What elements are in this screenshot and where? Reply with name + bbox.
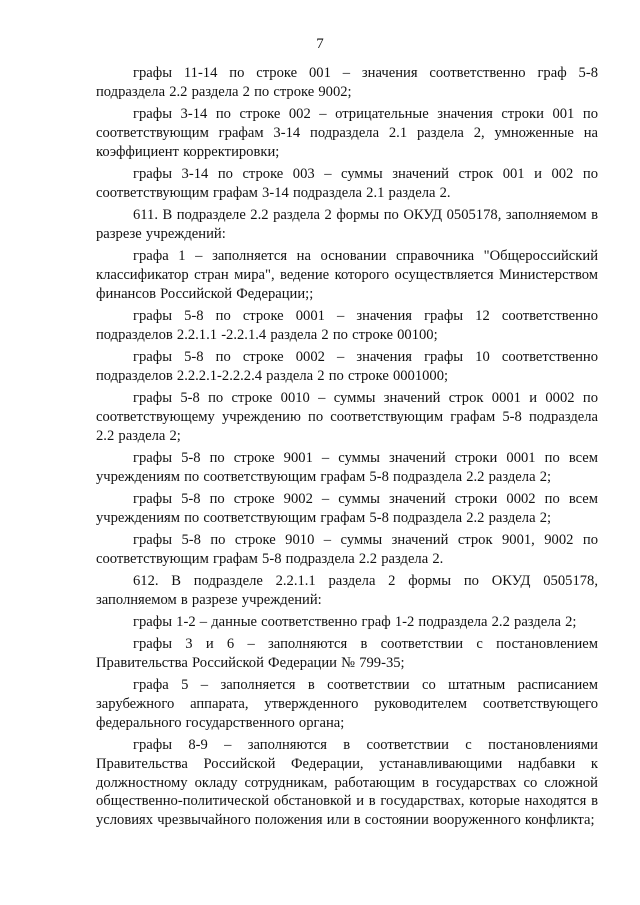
paragraph: графы 5-8 по строке 0002 – значения графы 10 соответственно подразделов 2.2.2.1-2.2.2.4 раздела 2 по строке 0001000; <box>96 348 598 384</box>
paragraph: графы 3-14 по строке 003 – суммы значений строк 001 и 002 по соответствующим графам 3-14 подраздела 2.1 раздела 2. <box>96 165 598 201</box>
paragraph: графы 3-14 по строке 002 – отрицательные значения строки 001 по соответствующим графам 3-14 подраздела 2.1 раздела 2, умноженные на коэффициент корректировки; <box>96 106 598 160</box>
paragraph: графы 5-8 по строке 9010 – суммы значений строк 9001, 9002 по соответствующим графам 5-8 подраздела 2.2 раздела 2. <box>96 531 598 567</box>
document-body <box>96 64 598 830</box>
page-number: 7 <box>316 36 324 52</box>
paragraph: 612. В подразделе 2.2.1.1 раздела 2 формы по ОКУД 0505178, заполняемом в разрезе учреждений: <box>96 572 598 608</box>
paragraph: графы 5-8 по строке 0001 – значения графы 12 соответственно подразделов 2.2.1.1 -2.2.1.4 раздела 2 по строке 00100; <box>96 307 598 343</box>
paragraph: графы 11-14 по строке 001 – значения соответственно граф 5-8 подраздела 2.2 раздела 2 по строке 9002; <box>96 65 598 100</box>
paragraph: графы 5-8 по строке 9002 – суммы значений строки 0002 по всем учреждениям по соответствующим графам 5-8 подраздела 2.2 раздела 2; <box>96 490 598 526</box>
paragraph: 611. В подразделе 2.2 раздела 2 формы по ОКУД 0505178, заполняемом в разрезе учреждений: <box>96 206 598 242</box>
paragraph: графа 5 – заполняется в соответствии со штатным расписанием зарубежного аппарата, утвержденного руководителем соответствующего федерального государственного органа; <box>96 676 598 731</box>
paragraph: графы 8-9 – заполняются в соответствии с постановлениями Правительства Российской Федерации, устанавливающими надбавки к должностному окладу сотрудникам, работающим в государствах со сложной общественно-политической обстановкой и в государствах, которые находятся в условиях чрезвычайного положения или в состоянии вооруженного конфликта; <box>96 736 598 829</box>
paragraph: графы 5-8 по строке 9001 – суммы значений строки 0001 по всем учреждениям по соответствующим графам 5-8 подраздела 2.2 раздела 2; <box>96 449 598 485</box>
paragraph: графы 1-2 – данные соответственно граф 1-2 подраздела 2.2 раздела 2; <box>133 613 577 630</box>
paragraph: графы 3 и 6 – заполняются в соответствии с постановлением Правительства Российской Федерации № 799-35; <box>96 635 598 671</box>
paragraph: графа 1 – заполняется на основании справочника "Общероссийский классификатор стран мира", ведение которого осуществляется Министерством финансов Российской Федерации;; <box>96 247 598 302</box>
paragraph: графы 5-8 по строке 0010 – суммы значений строк 0001 и 0002 по соответствующему учреждению по соответствующим графам 5-8 подраздела 2.2 раздела 2; <box>96 389 598 444</box>
